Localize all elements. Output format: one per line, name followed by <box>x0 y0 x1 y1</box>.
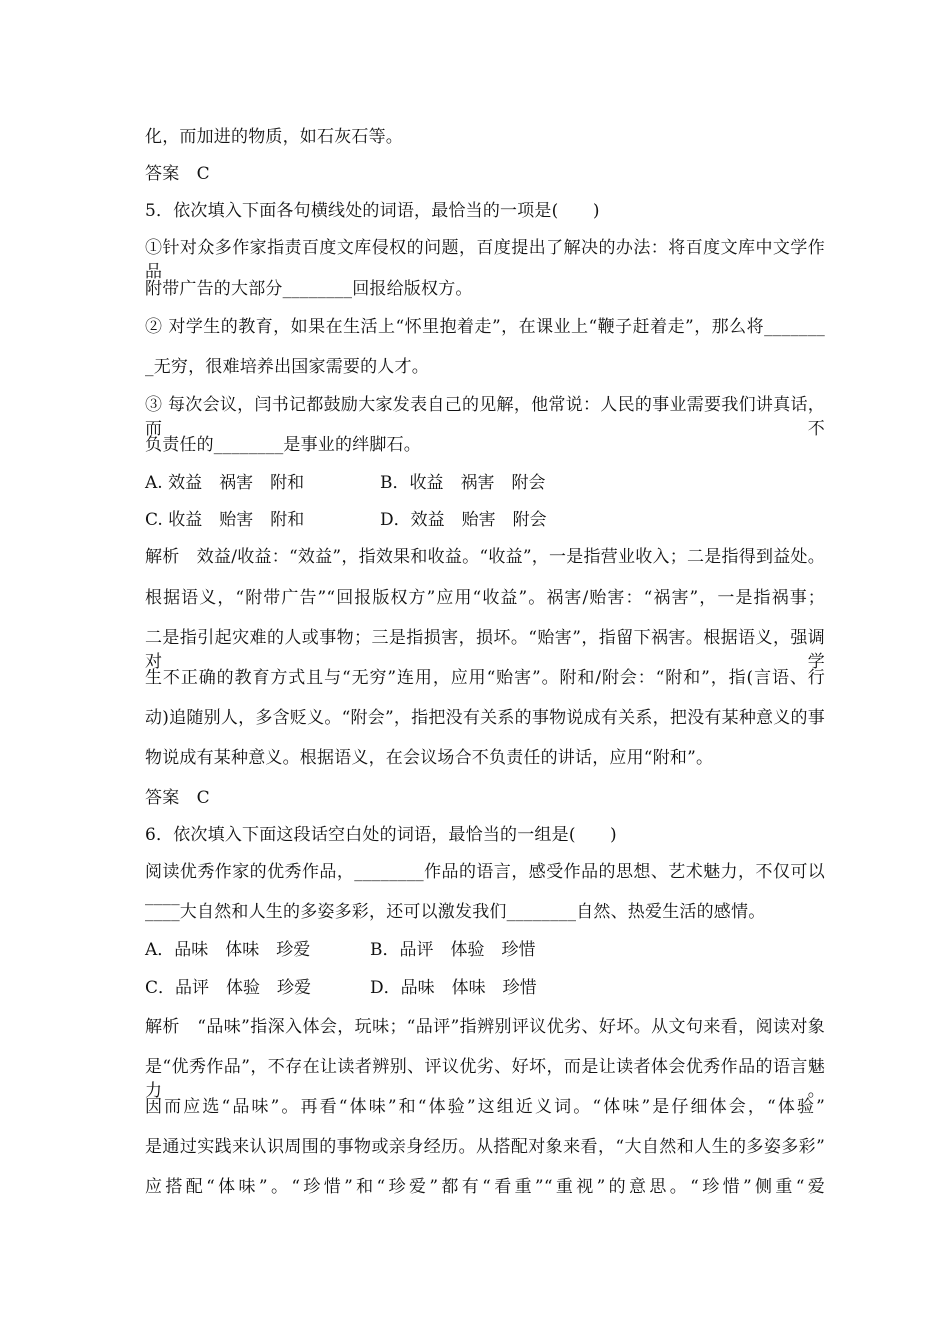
text-line: _无穷，很难培养出国家需要的人才。 <box>145 357 429 377</box>
text-line: 根据语义，“附带广告”“回报版权方”应用“收益”。祸害/贻害：“祸害”，一是指祸事； <box>145 588 825 608</box>
text-line: 生不正确的教育方式且与“无穷”连用，应用“贻害”。附和/附会：“附和”，指(言语、行 <box>145 668 825 688</box>
text-line: ____大自然和人生的多姿多彩，还可以激发我们________自然、热爱生活的感情。 <box>145 902 766 922</box>
text-line: ② 对学生的教育，如果在生活上“怀里抱着走”，在课业上“鞭子赶着走”，那么将_______ <box>145 317 825 337</box>
text-line: 因而应选“品味”。再看“体味”和“体验”这组近义词。“体味”是仔细体会，“体验” <box>145 1097 825 1117</box>
text-line: 阅读优秀作家的优秀作品，________作品的语言，感受作品的思想、艺术魅力，不仅可以____ <box>145 862 825 906</box>
option-a: A．品味 体味 珍爱 <box>145 940 311 960</box>
text-line: 应搭配“体味”。“珍惜”和“珍爱”都有“看重”“重视”的意思。“珍惜”侧重“爱 <box>145 1177 825 1197</box>
analysis-line: 解析 效益/收益：“效益”，指效果和收益。“收益”，一是指营业收入；二是指得到益处。 <box>145 547 825 567</box>
option-d: D．品味 体味 珍惜 <box>370 978 537 998</box>
option-b: B．品评 体验 珍惜 <box>370 940 536 960</box>
answer-label: 答案 C <box>145 164 210 184</box>
analysis-line: 解析 “品味”指深入体会，玩味；“品评”指辨别评议优劣、好坏。从文句来看，阅读对象 <box>145 1017 825 1037</box>
text-line: 二是指引起灾难的人或事物；三是指损害，损坏。“贻害”，指留下祸害。根据语义，强调对学 <box>145 628 825 672</box>
text-line: 化，而加进的物质，如石灰石等。 <box>145 127 403 147</box>
text-line: 负责任的________是事业的绊脚石。 <box>145 435 421 455</box>
text-line: 动)追随别人，多含贬义。“附会”，指把没有关系的事物说成有关系，把没有某种意义的事 <box>145 708 825 728</box>
option-c: C. 收益 贻害 附和 <box>145 510 305 530</box>
question-6-stem: 6．依次填入下面这段话空白处的词语，最恰当的一组是( ) <box>145 825 617 845</box>
option-c: C．品评 体验 珍爱 <box>145 978 312 998</box>
option-d: D．效益 贻害 附会 <box>380 510 547 530</box>
text-line: 附带广告的大部分________回报给版权方。 <box>145 279 473 299</box>
answer-label: 答案 C <box>145 788 210 808</box>
option-a: A. 效益 祸害 附和 <box>145 473 305 493</box>
text-line: 物说成有某种意义。根据语义，在会议场合不负责任的讲话，应用“附和”。 <box>145 748 714 768</box>
text-line: 是通过实践来认识周围的事物或亲身经历。从搭配对象来看，“大自然和人生的多姿多彩” <box>145 1137 825 1157</box>
text-line: ③ 每次会议，闫书记都鼓励大家发表自己的见解，他常说：人民的事业需要我们讲真话，而不 <box>145 395 825 439</box>
question-5-stem: 5．依次填入下面各句横线处的词语，最恰当的一项是( ) <box>145 201 600 221</box>
text-line: ①针对众多作家指责百度文库侵权的问题，百度提出了解决的办法：将百度文库中文学作品 <box>145 238 825 282</box>
text-line: 是“优秀作品”，不存在让读者辨别、评议优劣、好坏，而是让读者体会优秀作品的语言魅力。 <box>145 1057 825 1101</box>
option-b: B．收益 祸害 附会 <box>380 473 546 493</box>
